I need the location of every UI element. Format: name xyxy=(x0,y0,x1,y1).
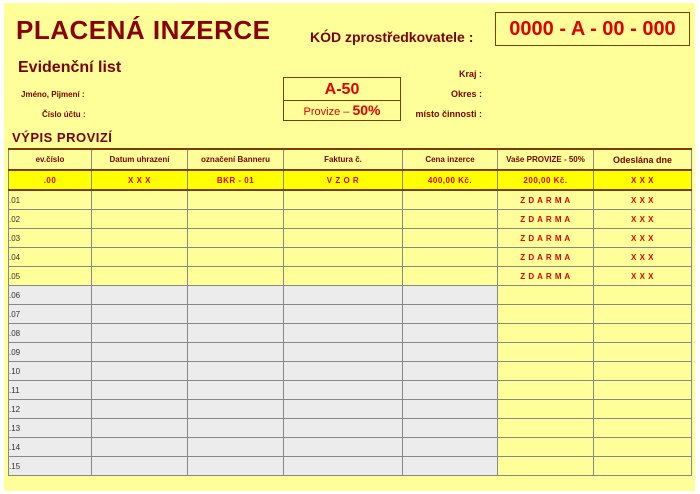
table-cell[interactable] xyxy=(498,362,594,381)
table-cell[interactable] xyxy=(92,190,188,210)
table-cell[interactable] xyxy=(188,267,284,286)
table-cell[interactable] xyxy=(403,343,498,362)
table-cell[interactable] xyxy=(188,305,284,324)
odeslana-cell[interactable]: X X X xyxy=(594,190,692,210)
table-cell[interactable] xyxy=(284,267,403,286)
table-cell[interactable] xyxy=(498,305,594,324)
table-cell[interactable] xyxy=(188,419,284,438)
table-cell[interactable] xyxy=(498,419,594,438)
odeslana-cell[interactable]: X X X xyxy=(594,210,692,229)
table-cell[interactable] xyxy=(92,457,188,476)
table-cell[interactable] xyxy=(284,248,403,267)
table-cell[interactable] xyxy=(92,381,188,400)
table-cell[interactable] xyxy=(594,324,692,343)
table-cell[interactable] xyxy=(92,419,188,438)
jmeno-label: Jméno, Pijmení : xyxy=(21,90,85,99)
table-cell[interactable] xyxy=(188,190,284,210)
page-title: PLACENÁ INZERCE xyxy=(16,15,271,45)
table-row xyxy=(9,419,692,438)
ev-cislo-cell[interactable]: .13 xyxy=(9,419,92,438)
ev-cislo-cell[interactable]: .03 xyxy=(9,229,92,248)
table-row xyxy=(9,400,692,419)
table-cell[interactable] xyxy=(188,381,284,400)
table-cell[interactable] xyxy=(188,248,284,267)
table-cell[interactable] xyxy=(498,457,594,476)
provize-prefix: Provize – xyxy=(303,106,353,118)
table-cell[interactable] xyxy=(284,438,403,457)
table-cell[interactable] xyxy=(284,381,403,400)
table-cell[interactable] xyxy=(403,457,498,476)
table-row xyxy=(9,362,692,381)
table-cell[interactable] xyxy=(284,457,403,476)
table-row xyxy=(9,457,692,476)
provize-cell[interactable]: Z D A R M A xyxy=(498,190,594,210)
table-cell[interactable]: .00 xyxy=(9,170,92,190)
table-row xyxy=(9,210,692,229)
ev-cislo-cell[interactable]: .09 xyxy=(9,343,92,362)
kod-value-field[interactable]: 0000 - A - 00 - 000 xyxy=(495,12,690,46)
table-cell[interactable]: 400,00 Kč. xyxy=(403,170,498,190)
table-cell[interactable] xyxy=(284,324,403,343)
provize-cell[interactable]: Z D A R M A xyxy=(498,229,594,248)
table-row xyxy=(9,229,692,248)
table-cell[interactable] xyxy=(284,400,403,419)
table-cell[interactable] xyxy=(498,286,594,305)
col-header: Cena inzerce xyxy=(403,149,498,170)
col-header: označení Banneru xyxy=(188,149,284,170)
table-cell[interactable] xyxy=(284,190,403,210)
ev-cislo-cell[interactable]: .01 xyxy=(9,190,92,210)
section-title: VÝPIS PROVIZÍ xyxy=(12,130,113,145)
table-cell[interactable] xyxy=(594,305,692,324)
ev-cislo-cell[interactable]: .10 xyxy=(9,362,92,381)
okres-label: Okres : xyxy=(450,89,482,99)
odeslana-cell[interactable]: X X X xyxy=(594,267,692,286)
table-cell[interactable] xyxy=(188,324,284,343)
table-row xyxy=(9,324,692,343)
table-cell[interactable] xyxy=(403,362,498,381)
odeslana-cell[interactable]: X X X xyxy=(594,229,692,248)
cislo-uctu-label: Číslo účtu : xyxy=(42,110,86,119)
table-cell[interactable] xyxy=(498,381,594,400)
col-header: Datum uhrazení xyxy=(92,149,188,170)
ev-cislo-cell[interactable]: .04 xyxy=(9,248,92,267)
provize-table xyxy=(8,148,692,476)
table-cell[interactable] xyxy=(92,210,188,229)
col-header: Vaše PROVIZE - 50% xyxy=(498,149,594,170)
kraj-label: Kraj : xyxy=(458,69,482,79)
table-cell[interactable] xyxy=(284,419,403,438)
table-cell[interactable] xyxy=(498,438,594,457)
table-cell[interactable] xyxy=(284,362,403,381)
table-cell[interactable] xyxy=(92,343,188,362)
table-row xyxy=(9,170,692,190)
table-cell[interactable] xyxy=(403,381,498,400)
table-cell[interactable] xyxy=(284,343,403,362)
table-cell[interactable] xyxy=(403,190,498,210)
provize-cell[interactable]: Z D A R M A xyxy=(498,210,594,229)
table-cell[interactable] xyxy=(403,438,498,457)
table-cell[interactable] xyxy=(284,305,403,324)
table-row xyxy=(9,438,692,457)
table-cell[interactable]: 200,00 Kč. xyxy=(498,170,594,190)
table-row xyxy=(9,286,692,305)
evidencni-list-heading: Evidenční list xyxy=(18,59,122,76)
table-cell[interactable] xyxy=(188,400,284,419)
table-cell[interactable] xyxy=(284,210,403,229)
table-cell[interactable] xyxy=(498,400,594,419)
table-cell[interactable] xyxy=(594,381,692,400)
table-cell[interactable] xyxy=(403,248,498,267)
table-cell[interactable] xyxy=(594,362,692,381)
table-cell[interactable] xyxy=(498,324,594,343)
table-row xyxy=(9,381,692,400)
table-cell[interactable] xyxy=(403,400,498,419)
ev-cislo-cell[interactable]: .02 xyxy=(9,210,92,229)
odeslana-cell[interactable]: X X X xyxy=(594,248,692,267)
table-cell[interactable] xyxy=(92,267,188,286)
table-cell[interactable] xyxy=(594,419,692,438)
table-cell[interactable] xyxy=(594,343,692,362)
ev-cislo-cell[interactable]: .07 xyxy=(9,305,92,324)
table-cell[interactable] xyxy=(188,438,284,457)
table-cell[interactable] xyxy=(188,286,284,305)
ev-cislo-cell[interactable]: .08 xyxy=(9,324,92,343)
table-row xyxy=(9,248,692,267)
table-cell[interactable]: V Z O R xyxy=(284,170,403,190)
table-cell[interactable] xyxy=(403,286,498,305)
table-row xyxy=(9,343,692,362)
code-box xyxy=(283,77,401,121)
table-cell[interactable] xyxy=(594,457,692,476)
table-cell[interactable] xyxy=(403,210,498,229)
form-sheet xyxy=(4,3,695,491)
table-cell[interactable] xyxy=(188,362,284,381)
table-cell[interactable] xyxy=(403,305,498,324)
table-header-row xyxy=(9,149,692,170)
ev-cislo-cell[interactable]: .15 xyxy=(9,457,92,476)
col-header: Odeslána dne xyxy=(594,149,692,170)
table-cell[interactable] xyxy=(92,324,188,343)
table-cell[interactable] xyxy=(403,419,498,438)
table-cell[interactable] xyxy=(92,229,188,248)
table-cell[interactable] xyxy=(188,229,284,248)
ev-cislo-cell[interactable]: .05 xyxy=(9,267,92,286)
table-cell[interactable] xyxy=(284,286,403,305)
table-row xyxy=(9,190,692,210)
table-cell[interactable] xyxy=(92,438,188,457)
table-cell[interactable]: BKR - 01 xyxy=(188,170,284,190)
table-cell[interactable] xyxy=(188,343,284,362)
provize-value: 50% xyxy=(352,102,381,118)
table-cell[interactable] xyxy=(92,362,188,381)
col-header: ev.číslo xyxy=(9,149,92,170)
table-cell[interactable] xyxy=(92,286,188,305)
table-cell[interactable]: X X X xyxy=(594,170,692,190)
ev-cislo-cell[interactable]: .06 xyxy=(9,286,92,305)
table-cell[interactable] xyxy=(92,400,188,419)
table-cell[interactable] xyxy=(403,267,498,286)
ev-cislo-cell[interactable]: .11 xyxy=(9,381,92,400)
ev-cislo-cell[interactable]: .12 xyxy=(9,400,92,419)
table-row xyxy=(9,305,692,324)
table-cell[interactable] xyxy=(92,248,188,267)
table-cell[interactable] xyxy=(284,229,403,248)
table-cell[interactable] xyxy=(594,400,692,419)
code-value: A-50 xyxy=(284,80,400,101)
col-header: Faktura č. xyxy=(284,149,403,170)
table-cell[interactable]: X X X xyxy=(92,170,188,190)
table-cell[interactable] xyxy=(92,305,188,324)
misto-cinnosti-label: místo činnosti : xyxy=(415,109,482,119)
table-cell[interactable] xyxy=(403,229,498,248)
ev-cislo-cell[interactable]: .14 xyxy=(9,438,92,457)
provize-cell[interactable]: Z D A R M A xyxy=(498,267,594,286)
kod-label: KÓD zprostředkovatele : xyxy=(310,29,474,45)
provize-cell[interactable]: Z D A R M A xyxy=(498,248,594,267)
table-cell[interactable] xyxy=(498,343,594,362)
table-cell[interactable] xyxy=(403,324,498,343)
table-cell[interactable] xyxy=(188,210,284,229)
table-row xyxy=(9,267,692,286)
table-cell[interactable] xyxy=(594,286,692,305)
provize-line xyxy=(284,101,400,121)
table-cell[interactable] xyxy=(188,457,284,476)
table-cell[interactable] xyxy=(594,438,692,457)
